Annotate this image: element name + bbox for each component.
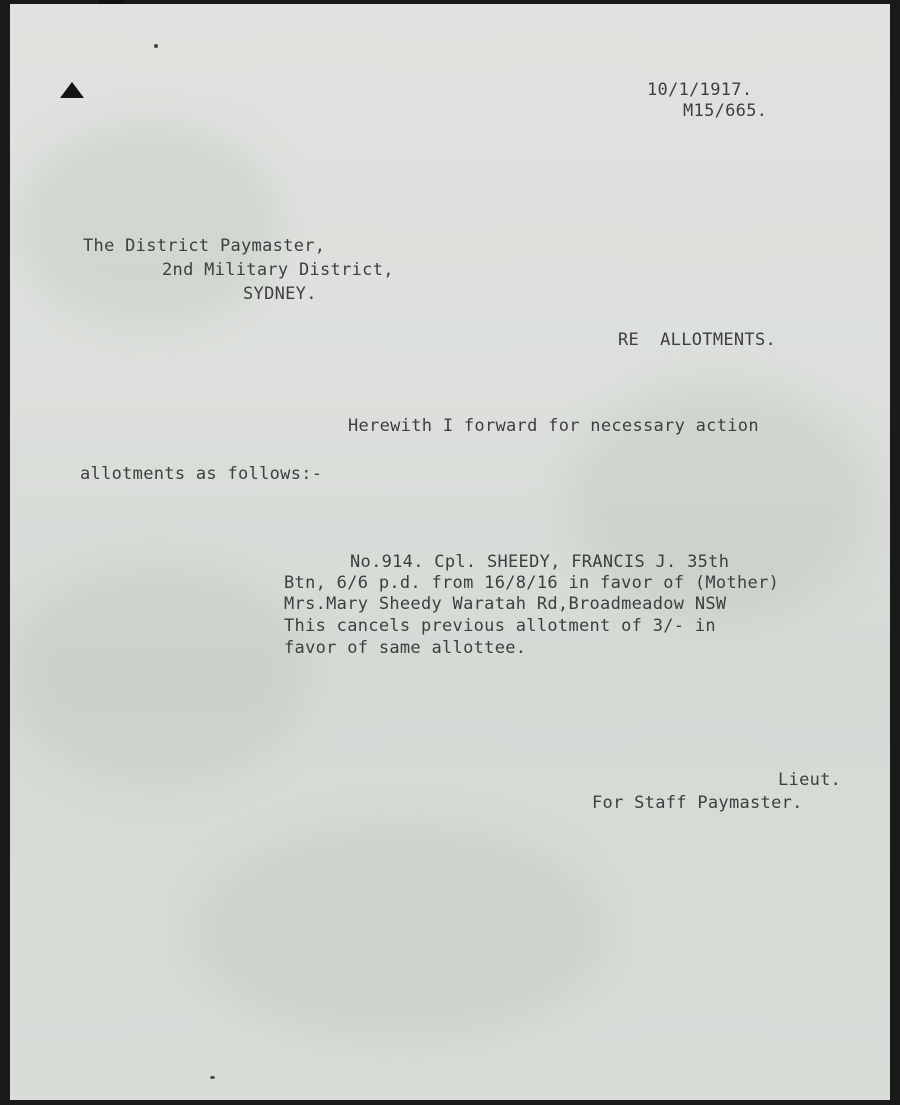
allotment-entry-line-3: Mrs.Mary Sheedy Waratah Rd,Broadmeadow NSW [284,594,727,614]
body-line-2: allotments as follows:- [80,464,323,484]
allotment-entry-line-4: This cancels previous allotment of 3/- in [284,616,716,636]
signature-title: For Staff Paymaster. [592,793,803,813]
paper-stain [10,564,310,784]
punch-hole [60,82,84,98]
paper-stain [190,824,610,1044]
allotment-entry-line-5: favor of same allottee. [284,638,527,658]
body-line-1: Herewith I forward for necessary action [348,416,759,436]
allotment-entry-line-2: Btn, 6/6 p.d. from 16/8/16 in favor of (Mother) [284,573,780,593]
address-line-1: The District Paymaster, [83,236,326,256]
letter-reference: M15/665. [683,101,768,121]
letter-page [10,4,890,1100]
subject-line: RE ALLOTMENTS. [618,330,777,350]
address-line-2: 2nd Military District, [162,260,394,280]
signature-rank: Lieut. [778,770,842,790]
paper-stain [20,124,280,324]
allotment-entry-line-1: No.914. Cpl. SHEEDY, FRANCIS J. 35th [350,552,730,572]
letter-date: 10/1/1917. [647,80,753,100]
paper-speck [210,1076,215,1079]
paper-speck [154,44,158,48]
address-line-3: SYDNEY. [243,284,317,304]
